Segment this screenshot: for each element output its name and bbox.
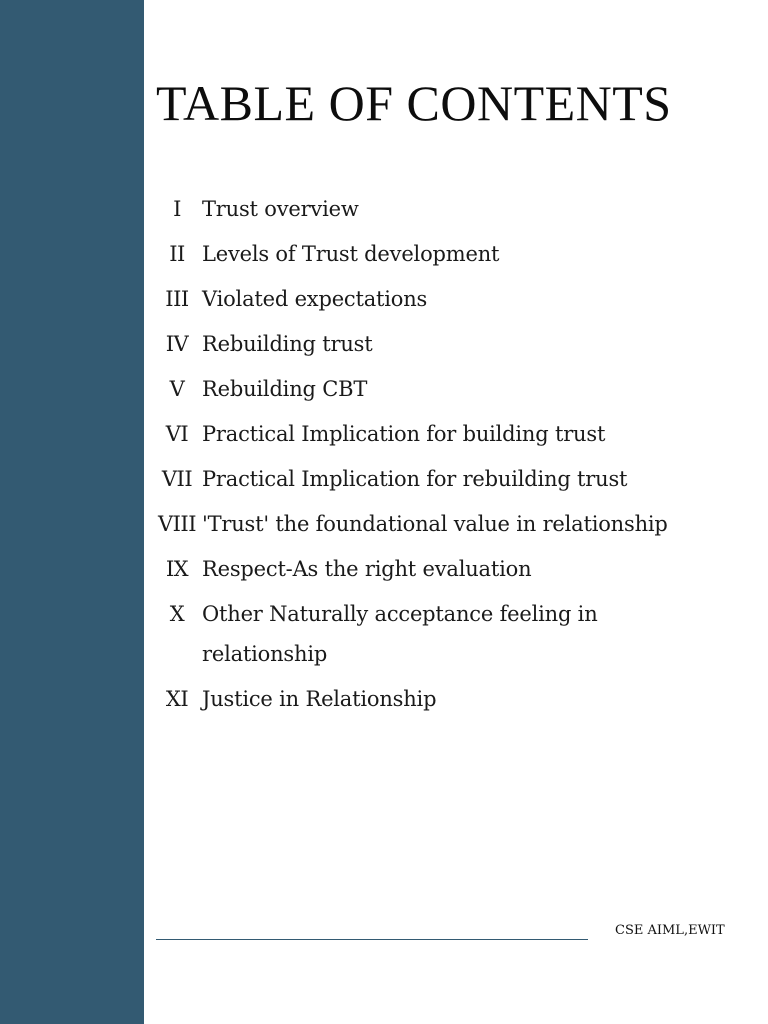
toc-label: Trust overview (202, 197, 359, 221)
toc-item-10 (156, 594, 716, 674)
toc-label: Levels of Trust development (202, 242, 500, 266)
toc-item-8 (156, 504, 716, 544)
toc-item-9 (156, 549, 716, 589)
toc-number: VIII (157, 512, 197, 536)
toc-item-7 (156, 459, 716, 499)
toc-label: Justice in Relationship (202, 687, 437, 711)
sidebar-band (0, 0, 144, 1024)
toc-label: Violated expectations (202, 287, 428, 311)
toc-item-1 (156, 189, 716, 229)
toc-number: IV (165, 332, 189, 356)
toc-number: VII (161, 467, 193, 491)
toc-number: VI (165, 422, 189, 446)
toc-label: Rebuilding CBT (202, 377, 368, 401)
toc-number: IX (165, 557, 189, 581)
toc-label: Respect-As the right evaluation (202, 557, 532, 581)
page-title: TABLE OF CONTENTS (156, 75, 672, 131)
footer-rule (156, 939, 588, 940)
toc-number: V (169, 377, 185, 401)
toc-number: II (169, 242, 185, 266)
toc-number: X (169, 602, 185, 626)
toc-label: Practical Implication for building trust (202, 422, 606, 446)
toc-item-11 (156, 679, 716, 719)
toc-list (156, 189, 716, 724)
toc-label: Practical Implication for rebuilding trust (202, 467, 628, 491)
toc-label: Other Naturally acceptance feeling in relationship (202, 602, 598, 666)
toc-item-5 (156, 369, 716, 409)
toc-item-6 (156, 414, 716, 454)
toc-item-2 (156, 234, 716, 274)
toc-number: I (173, 197, 181, 221)
toc-item-3 (156, 279, 716, 319)
toc-number: III (165, 287, 189, 311)
toc-label: Rebuilding trust (202, 332, 373, 356)
toc-item-4 (156, 324, 716, 364)
toc-label: 'Trust' the foundational value in relationship (202, 512, 668, 536)
toc-number: XI (165, 687, 189, 711)
footer-label: CSE AIML,EWIT (615, 923, 725, 938)
